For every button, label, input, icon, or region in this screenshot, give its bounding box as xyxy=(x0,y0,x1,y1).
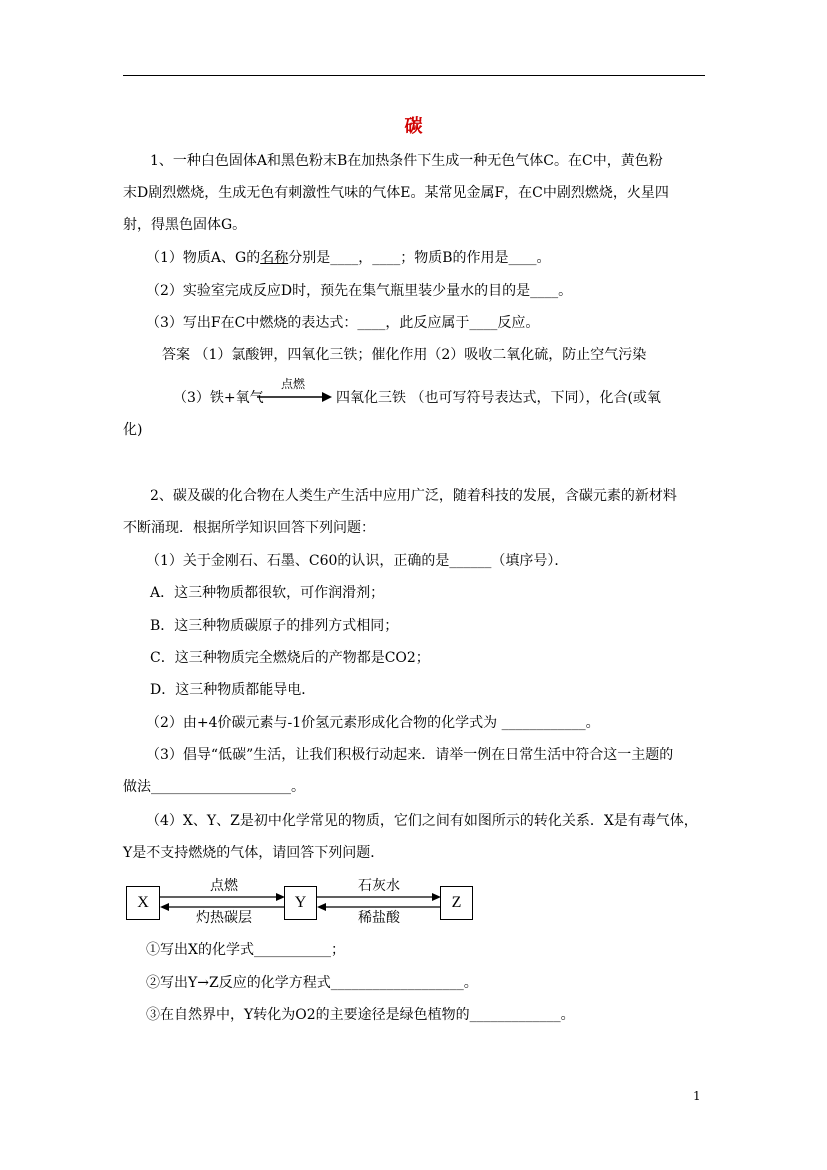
q2-stem-line2: 不断涌现．根据所学知识回答下列问题： xyxy=(123,520,375,536)
page-title: 碳 xyxy=(404,116,423,137)
q1-answer-line2-post: 四氧化三铁 （也可写符号表达式，下同），化合(或氧 xyxy=(336,390,661,406)
diagram-box-z: Z xyxy=(440,886,473,920)
q2-sub4-line2: Y是不支持燃烧的气体，请回答下列问题． xyxy=(123,845,385,861)
q1-sub1 xyxy=(146,248,551,268)
diagram-yz-top-label: 石灰水 xyxy=(358,878,400,894)
q1-answer-line1: 答案 （1）氯酸钾，四氧化三铁；催化作用（2）吸收二氧化硫，防止空气污染 xyxy=(162,347,647,363)
q2-option-c: C．这三种物质完全燃烧后的产物都是CO2； xyxy=(150,650,430,666)
q1-sub1-post: 分别是____，____；物质B的作用是____。 xyxy=(288,250,551,266)
diagram-xy-bottom-label: 灼热碳层 xyxy=(196,910,252,926)
q2-sub2: （2）由+4价碳元素与-1价氢元素形成化合物的化学式为 ____________。 xyxy=(146,715,600,731)
q1-answer-line3: 化) xyxy=(123,422,143,438)
q1-sub2: （2）实验室完成反应D时，预先在集气瓶里装少量水的目的是____。 xyxy=(146,283,573,299)
q2-item1: ①写出X的化学式___________； xyxy=(146,942,345,958)
diagram-xy-top-label: 点燃 xyxy=(210,878,238,894)
q2-option-d: D．这三种物质都能导电． xyxy=(150,682,316,698)
q1-sub3: （3）写出F在C中燃烧的表达式：____，此反应属于____反应。 xyxy=(146,315,540,331)
q1-sub1-pre: （1）物质A、G的 xyxy=(146,250,261,266)
q2-option-a: A．这三种物质都很软，可作润滑剂； xyxy=(150,585,385,601)
q2-sub1: （1）关于金刚石、石墨、C60的认识，正确的是______（填序号）． xyxy=(146,553,569,569)
q2-item2: ②写出Y→Z反应的化学方程式___________________。 xyxy=(146,975,478,991)
arrow-right-icon xyxy=(256,377,336,407)
q2-sub4-line1: （4）X、Y、Z是初中化学常见的物质，它们之间有如图所示的转化关系．X是有毒气体， xyxy=(146,813,698,829)
diagram-yz-bottom-label: 稀盐酸 xyxy=(358,910,400,926)
q1-stem-line1: 1、一种白色固体A和黑色粉末B在加热条件下生成一种无色气体C。在C中，黄色粉 xyxy=(150,153,663,169)
q2-option-b: B．这三种物质碳原子的排列方式相同； xyxy=(150,618,399,634)
diagram-box-y: Y xyxy=(284,886,317,920)
conversion-diagram xyxy=(124,880,476,926)
header-rule xyxy=(123,75,705,76)
q2-sub3-line1: （3）倡导“低碳”生活，让我们积极行动起来．请举一例在日常生活中符合这一主题的 xyxy=(146,747,674,763)
page-number: 1 xyxy=(693,1089,701,1103)
q1-stem-line3: 射，得黑色固体G。 xyxy=(123,217,247,233)
q2-item3: ③在自然界中，Y转化为O2的主要途径是绿色植物的_____________。 xyxy=(146,1007,575,1023)
q1-stem-line2: 末D剧烈燃烧，生成无色有刺激性气味的气体E。某常见金属F，在C中剧烈燃烧，火星四 xyxy=(123,185,669,201)
reaction-arrow-label: 点燃 xyxy=(280,377,305,391)
q2-stem-line1: 2、碳及碳的化合物在人类生产生活中应用广泛，随着科技的发展，含碳元素的新材料 xyxy=(150,488,677,504)
q1-answer-line2-pre: （3）铁+氧气 xyxy=(173,390,264,406)
q1-sub1-underlined: 名称 xyxy=(260,250,289,266)
reaction-arrow xyxy=(256,377,336,407)
diagram-box-x: X xyxy=(126,886,160,920)
q2-sub3-line2: 做法____________________。 xyxy=(123,779,305,795)
